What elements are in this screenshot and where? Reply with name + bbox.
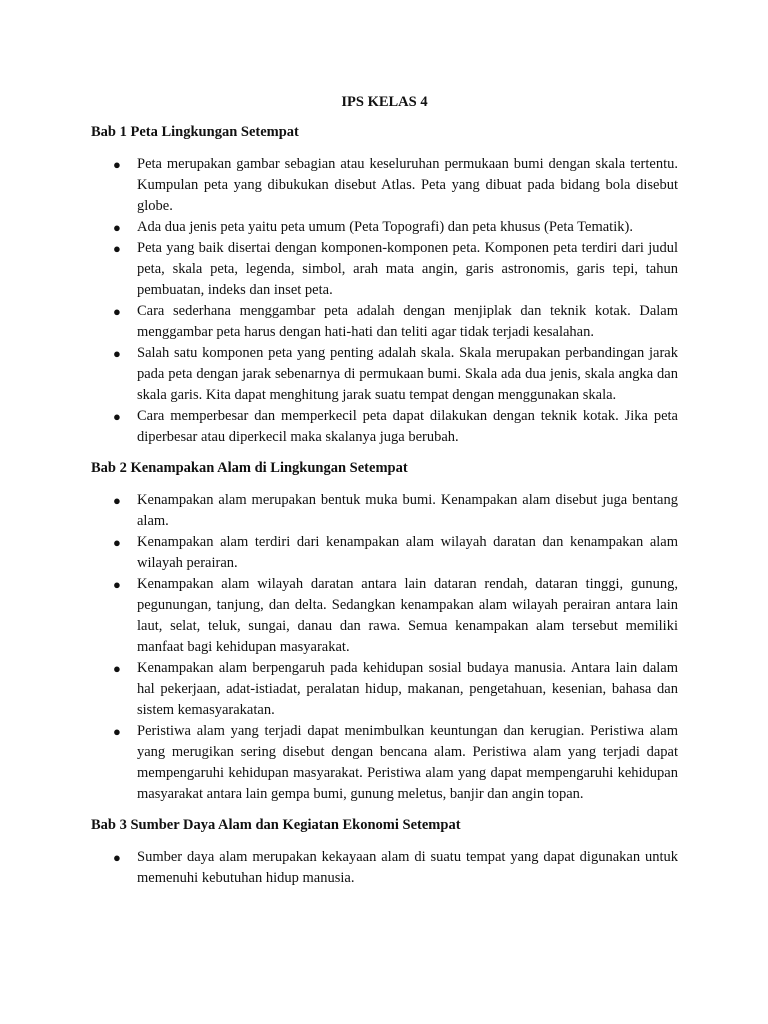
bullet-list-bab-3	[91, 847, 678, 889]
section-heading-bab-3: Bab 3 Sumber Daya Alam dan Kegiatan Ekonomi Setempat	[91, 817, 461, 833]
bullet-list-bab-1	[91, 154, 678, 448]
bullet-icon: ●	[113, 724, 121, 739]
list-item: ● Kenampakan alam merupakan bentuk muka bumi. Kenampakan alam disebut juga bentang alam.	[113, 492, 678, 529]
section-heading-bab-1: Bab 1 Peta Lingkungan Setempat	[91, 124, 299, 140]
bullet-icon: ●	[113, 241, 121, 256]
list-item: ● Peta yang baik disertai dengan komponen-komponen peta. Komponen peta terdiri dari judul peta, skala peta, legenda, simbol, arah mata angin, garis astronomis, garis tepi, tahun pembuatan, indeks dan inset peta.	[113, 240, 678, 298]
bullet-icon: ●	[113, 535, 121, 550]
list-item: ● Peristiwa alam yang terjadi dapat menimbulkan keuntungan dan kerugian. Peristiwa alam yang merugikan sering disebut dengan bencana alam. Peristiwa alam yang terjadi dapat mempengaruhi kehidupan masyarakat. Peristiwa alam yang dapat mempengaruhi kehidupan masyarakat antara lain gempa bumi, gunung meletus, banjir dan angin topan.	[113, 723, 678, 802]
list-item: ● Kenampakan alam terdiri dari kenampakan alam wilayah daratan dan kenampakan alam wilayah perairan.	[113, 534, 678, 571]
list-item: ● Ada dua jenis peta yaitu peta umum (Peta Topografi) dan peta khusus (Peta Tematik).	[137, 217, 678, 238]
bullet-icon: ●	[113, 409, 121, 424]
list-item: ● Salah satu komponen peta yang penting adalah skala. Skala merupakan perbandingan jarak pada peta dengan jarak sebenarnya di permukaan bumi. Skala ada dua jenis, skala angka dan skala garis. Kita dapat menghitung jarak suatu tempat dengan menggunakan skala.	[113, 345, 678, 403]
list-item: ● Peta merupakan gambar sebagian atau keseluruhan permukaan bumi dengan skala tertentu. Kumpulan peta yang dibukukan disebut Atlas. Peta yang dibuat pada bidang bola disebut globe.	[113, 156, 678, 214]
list-item: ● Sumber daya alam merupakan kekayaan alam di suatu tempat yang dapat digunakan untuk memenuhi kebutuhan hidup manusia.	[113, 849, 678, 886]
bullet-icon: ●	[113, 157, 121, 172]
bullet-icon: ●	[113, 304, 121, 319]
bullet-icon: ●	[113, 850, 121, 865]
list-item: ● Cara memperbesar dan memperkecil peta dapat dilakukan dengan teknik kotak. Jika peta diperbesar atau diperkecil maka skalanya juga berubah.	[113, 408, 678, 445]
section-heading-bab-2: Bab 2 Kenampakan Alam di Lingkungan Setempat	[91, 460, 408, 476]
bullet-icon: ●	[113, 577, 121, 592]
bullet-icon: ●	[113, 220, 121, 235]
bullet-icon: ●	[113, 346, 121, 361]
bullet-icon: ●	[113, 493, 121, 508]
document-title: IPS KELAS 4	[341, 94, 428, 110]
bullet-list-bab-2	[91, 490, 678, 805]
list-item: ● Cara sederhana menggambar peta adalah dengan menjiplak dan teknik kotak. Dalam menggambar peta harus dengan hati-hati dan teliti agar tidak terjadi kesalahan.	[113, 303, 678, 340]
list-item: ● Kenampakan alam wilayah daratan antara lain dataran rendah, dataran tinggi, gunung, pegunungan, tanjung, dan delta. Sedangkan kenampakan alam wilayah perairan antara lain laut, selat, teluk, sungai, danau dan rawa. Semua kenampakan alam tersebut memiliki manfaat bagi kehidupan masyarakat.	[113, 576, 678, 655]
bullet-icon: ●	[113, 661, 121, 676]
list-item: ● Kenampakan alam berpengaruh pada kehidupan sosial budaya manusia. Antara lain dalam hal pekerjaan, adat-istiadat, peralatan hidup, makanan, pengetahuan, kesenian, bahasa dan sistem kemasyarakatan.	[113, 660, 678, 718]
